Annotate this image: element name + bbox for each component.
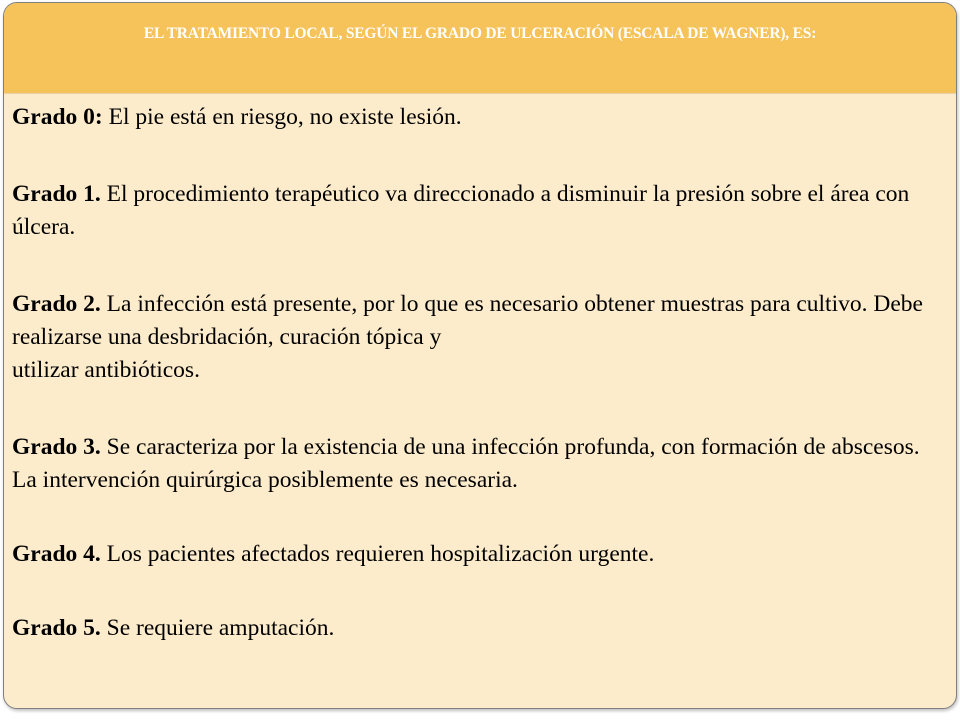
grade-2-label: Grado 2.	[12, 291, 101, 317]
grade-3-label: Grado 3.	[12, 434, 101, 460]
grade-3-paragraph	[12, 431, 942, 497]
grade-4-label: Grado 4.	[12, 541, 101, 567]
slide-title: EL TRATAMIENTO LOCAL, SEGÚN EL GRADO DE ULCERACIÓN (ESCALA DE WAGNER), ES:	[143, 25, 817, 42]
grade-0-paragraph	[12, 101, 942, 134]
grade-5-paragraph	[12, 612, 942, 645]
grade-0-text: El pie está en riesgo, no existe lesión.	[102, 104, 462, 130]
grade-4-text: Los pacientes afectados requieren hospitalización urgente.	[100, 541, 655, 567]
grade-2-paragraph	[12, 288, 942, 387]
content-panel	[3, 2, 957, 709]
grade-3-text: Se caracteriza por la existencia de una infección profunda, con formación de abscesos. La intervención quirúrgica posiblemente es necesaria.	[12, 434, 920, 493]
grade-1-label: Grado 1.	[12, 181, 101, 207]
grade-0-label: Grado 0:	[12, 104, 103, 130]
grade-2-text-line2: utilizar antibióticos.	[12, 357, 200, 383]
grade-5-text: Se requiere amputación.	[100, 615, 335, 641]
grade-2-text-line1: La infección está presente, por lo que es necesario obtener muestras para cultivo. Debe realizarse una desbridación, curación tópica y	[12, 291, 923, 350]
grade-1-text: El procedimiento terapéutico va direccionado a disminuir la presión sobre el área con úlcera.	[12, 181, 910, 240]
grades-list	[12, 101, 942, 689]
title-bar	[4, 3, 956, 94]
grade-4-paragraph	[12, 538, 942, 571]
grade-5-label: Grado 5.	[12, 615, 101, 641]
grade-1-paragraph	[12, 178, 942, 244]
